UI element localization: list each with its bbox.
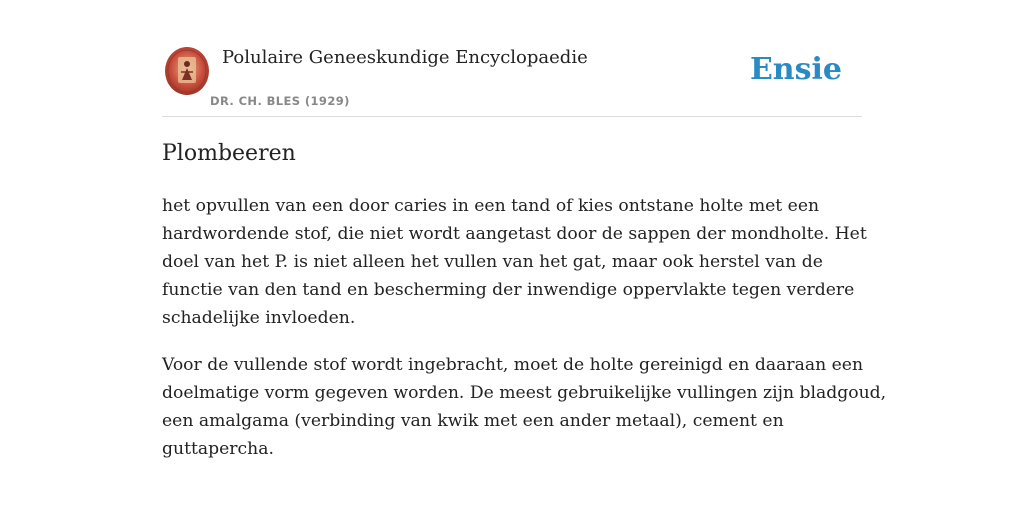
book-title[interactable]: Polulaire Geneeskundige Encyclopaedie (222, 47, 588, 68)
text-line: functie van den tand en bescherming der inwendige oppervlakte tegen verdere (162, 280, 855, 300)
text-line: schadelijke invloeden. (162, 308, 356, 328)
book-cover-icon[interactable] (164, 46, 210, 96)
book-author: DR. CH. BLES (1929) (210, 94, 350, 108)
text-line: doelmatige vorm gegeven worden. De meest gebruikelijke vullingen zijn bladgoud, (162, 383, 887, 403)
text-line: doel van het P. is niet alleen het vullen van het gat, maar ook herstel van de (162, 252, 823, 272)
entry-body (162, 192, 887, 482)
text-line: een amalgama (verbinding van kwik met een ander metaal), cement en (162, 411, 784, 431)
entry-title: Plombeeren (162, 141, 296, 166)
text-line: guttapercha. (162, 439, 274, 459)
text-line: hardwordende stof, die niet wordt aangetast door de sappen der mondholte. Het (162, 224, 867, 244)
text-line: Voor de vullende stof wordt ingebracht, moet de holte gereinigd en daaraan een (162, 355, 864, 375)
text-line: het opvullen van een door caries in een tand of kies ontstane holte met een (162, 196, 820, 216)
paragraph (162, 351, 887, 463)
brand-logo[interactable]: Ensie (749, 52, 842, 87)
header (162, 44, 862, 117)
paragraph (162, 192, 867, 332)
